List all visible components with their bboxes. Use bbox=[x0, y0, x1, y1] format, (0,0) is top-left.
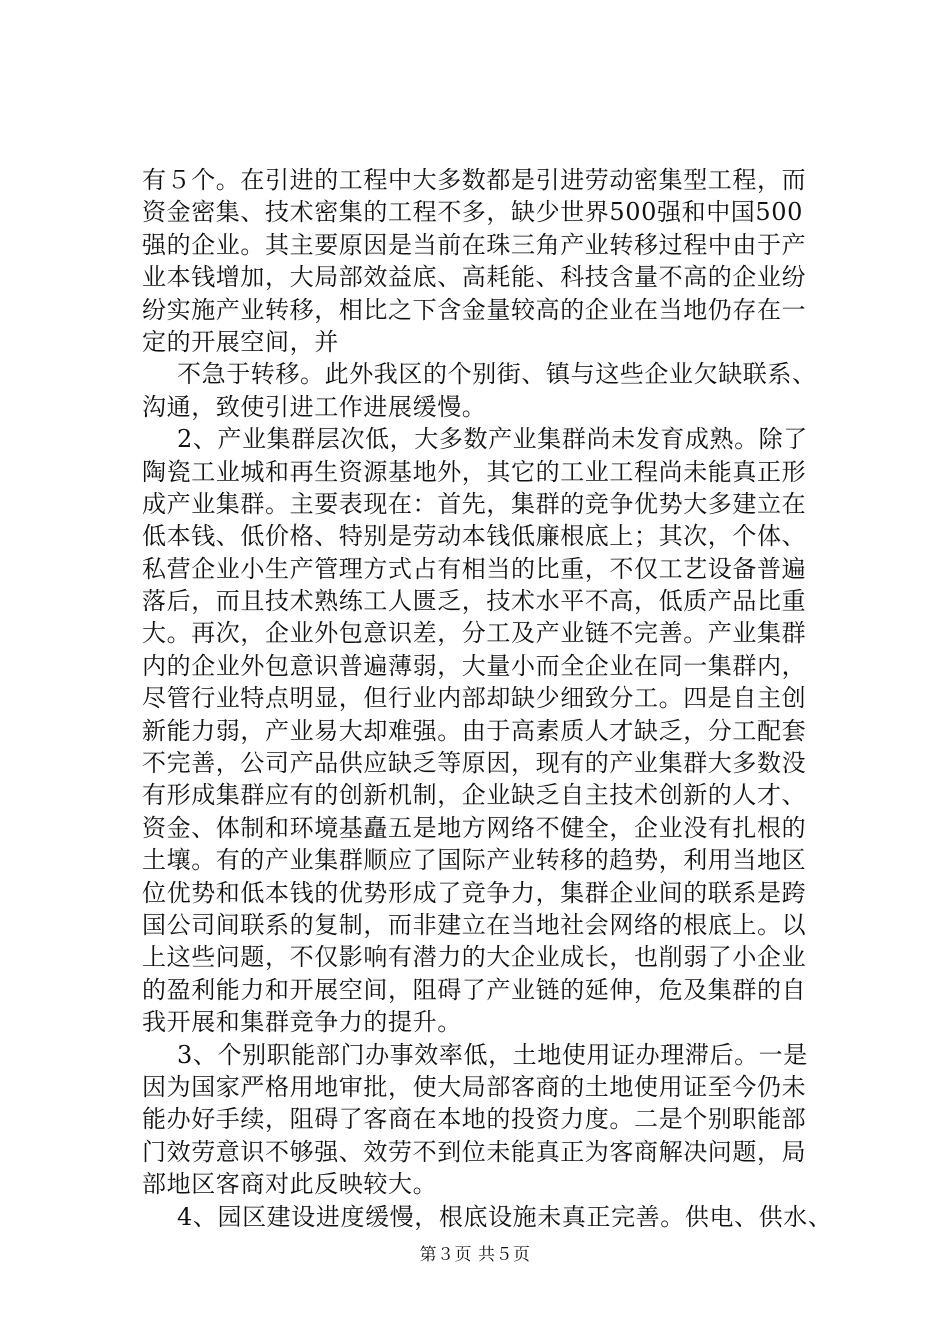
text-line: 部地区客商对此反映较大。 bbox=[142, 1170, 438, 1199]
page-footer: 第３页 共５页 bbox=[419, 1245, 531, 1265]
text-line: 土壤。有的产业集群顺应了国际产业转移的趋势，利用当地区 bbox=[142, 846, 807, 875]
text-line: 私营企业小生产管理方式占有相当的比重，不仅工艺设备普遍 bbox=[142, 554, 807, 583]
text-line: 门效劳意识不够强、效劳不到位未能真正为客商解决问题，局 bbox=[142, 1137, 807, 1166]
text-line: 能办好手续，阻碍了客商在本地的投资力度。二是个别职能部 bbox=[142, 1105, 807, 1134]
document-body bbox=[142, 164, 832, 1233]
text-line: 沟通，致使引进工作进展缓慢。 bbox=[142, 392, 487, 421]
text-line: 国公司间联系的复制，而非建立在当地社会网络的根底上。以 bbox=[142, 910, 807, 939]
text-line: 不急于转移。此外我区的个别街、镇与这些企业欠缺联系、 bbox=[177, 360, 817, 389]
text-line: 业本钱增加，大局部效益底、高耗能、科技含量不高的企业纷 bbox=[142, 263, 807, 292]
text-line: 纷实施产业转移，相比之下含金量较高的企业在当地仍存在一 bbox=[142, 295, 807, 324]
text-line: 尽管行业特点明显，但行业内部却缺少细致分工。四是自主创 bbox=[142, 684, 807, 713]
text-line: 因为国家严格用地审批，使大局部客商的土地使用证至今仍未 bbox=[142, 1072, 807, 1101]
text-line: 大。再次，企业外包意识差，分工及产业链不完善。产业集群 bbox=[142, 619, 807, 648]
text-line: 定的开展空间，并 bbox=[142, 327, 339, 356]
text-line: 有形成集群应有的创新机制，企业缺乏自主技术创新的人才、 bbox=[142, 781, 807, 810]
text-line: 资金、体制和环境基矗五是地方网络不健全，企业没有扎根的 bbox=[142, 813, 807, 842]
text-line: 2、产业集群层次低，大多数产业集群尚未发育成熟。除了 bbox=[177, 425, 808, 454]
text-line: 落后，而且技术熟练工人匮乏，技术水平不高，低质产品比重 bbox=[142, 587, 807, 616]
text-line: 低本钱、低价格、特别是劳动本钱低廉根底上；其次，个体、 bbox=[142, 522, 807, 551]
text-line: 位优势和低本钱的优势形成了竞争力，集群企业间的联系是跨 bbox=[142, 878, 807, 907]
text-line: 资金密集、技术密集的工程不多，缺少世界500强和中国500 bbox=[142, 198, 804, 227]
text-line: 4、园区建设进度缓慢，根底设施未真正完善。供电、供水、 bbox=[177, 1202, 833, 1231]
text-line: 内的企业外包意识普遍薄弱，大量小而全企业在同一集群内， bbox=[142, 651, 807, 680]
text-line: 成产业集群。主要表现在：首先，集群的竞争优势大多建立在 bbox=[142, 489, 807, 518]
text-line: 有５个。在引进的工程中大多数都是引进劳动密集型工程，而 bbox=[142, 166, 807, 194]
text-line: 不完善，公司产品供应缺乏等原因，现有的产业集群大多数没 bbox=[142, 749, 807, 778]
text-line: 陶瓷工业城和再生资源基地外，其它的工业工程尚未能真正形 bbox=[142, 457, 807, 486]
text-line: 我开展和集群竞争力的提升。 bbox=[142, 1008, 462, 1037]
text-line: 强的企业。其主要原因是当前在珠三角产业转移过程中由于产 bbox=[142, 230, 807, 259]
text-line: 上这些问题，不仅影响有潜力的大企业成长，也削弱了小企业 bbox=[142, 943, 807, 972]
text-line: 的盈利能力和开展空间，阻碍了产业链的延伸，危及集群的自 bbox=[142, 975, 807, 1004]
text-line: 3、个别职能部门办事效率低，土地使用证办理滞后。一是 bbox=[177, 1040, 808, 1069]
text-line: 新能力弱，产业易大却难强。由于高素质人才缺乏，分工配套 bbox=[142, 716, 807, 745]
